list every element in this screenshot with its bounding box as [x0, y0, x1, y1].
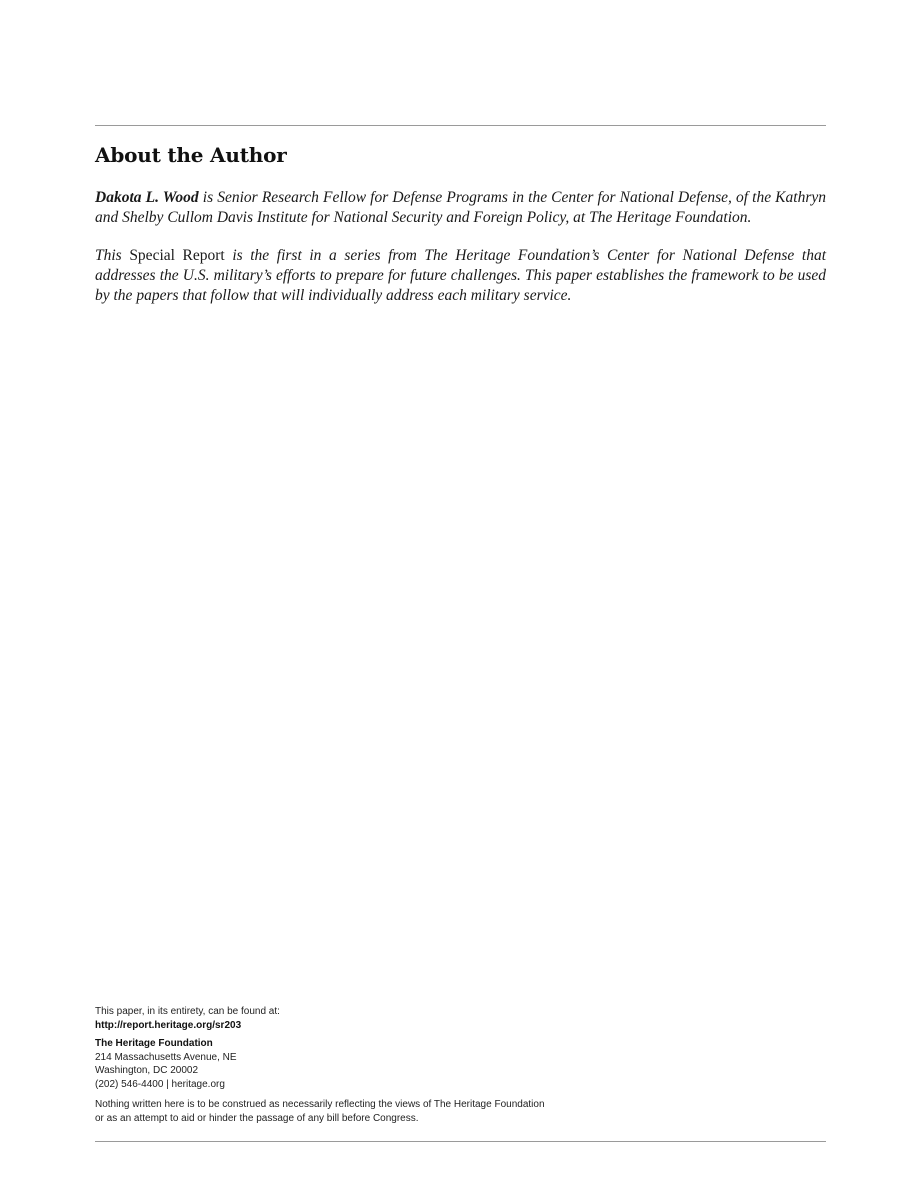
report-url-link[interactable]: http://report.heritage.org/sr203	[95, 1019, 242, 1031]
footer-address-block	[95, 1037, 237, 1091]
author-bio-paragraph	[95, 188, 826, 228]
disclaimer-line-2: or as an attempt to aid or hinder the passage of any bill before Congress.	[95, 1112, 419, 1124]
series-note-paragraph	[95, 246, 826, 306]
top-divider	[95, 125, 826, 126]
bottom-divider	[95, 1141, 826, 1142]
section-heading: About the Author	[95, 143, 287, 167]
found-at-label: This paper, in its entirety, can be found at:	[95, 1006, 280, 1017]
address-line-1: 214 Massachusetts Avenue, NE	[95, 1051, 237, 1063]
author-bio-text: is Senior Research Fellow for Defense Programs in the Center for National Defense, of the Kathryn and Shelby Cullom Davis Institute for National Security and Foreign Policy, at The Heritage Foundation.	[95, 189, 826, 226]
footer-link-block	[95, 1005, 280, 1032]
organization-name: The Heritage Foundation	[95, 1038, 213, 1049]
series-note-text: is the first in a series from The Heritage Foundation’s Center for National Defense that addresses the U.S. military’s efforts to prepare for future challenges. This paper establishes the framework to be used by the papers that follow that will individually address each military service.	[95, 247, 826, 304]
disclaimer-line-1: Nothing written here is to be construed as necessarily reflecting the views of The Heritage Foundation	[95, 1099, 545, 1110]
series-note-lead: This	[95, 247, 122, 264]
series-note-report-title: Special Report	[129, 247, 225, 264]
author-name: Dakota L. Wood	[95, 189, 199, 206]
footer-disclaimer	[95, 1098, 545, 1125]
contact-line: (202) 546-4400 | heritage.org	[95, 1078, 225, 1090]
address-line-2: Washington, DC 20002	[95, 1065, 199, 1076]
